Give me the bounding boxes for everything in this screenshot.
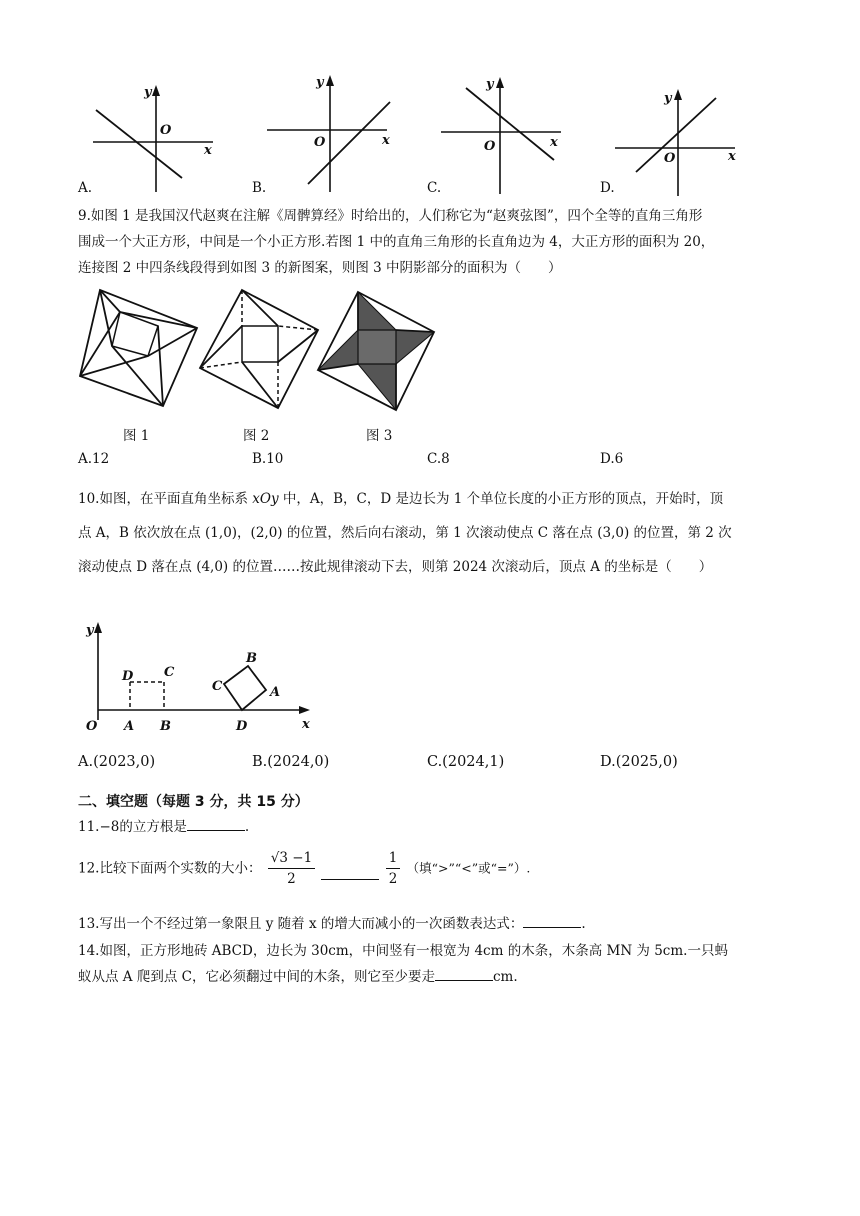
origin-label: O — [86, 719, 98, 734]
q10-figure — [84, 618, 324, 738]
q14-line-1: 14.如图，正方形地砖 ABCD，边长为 30cm，中间竖有一根宽为 4cm 的木条，木条高 MN 为 5cm.一只蚂 — [78, 943, 728, 959]
rolled-b-label: B — [246, 651, 257, 666]
origin-label: O — [484, 139, 496, 154]
x-axis-label: x — [204, 143, 212, 158]
q9-question — [78, 203, 790, 281]
y-axis-label: y — [486, 77, 494, 92]
q9-line-1: 9.如图 1 是我国汉代赵爽在注解《周髀算经》时给出的，人们称它为“赵爽弦图”，四个全等的直角三角形 — [78, 208, 703, 224]
origin-label: O — [664, 151, 676, 166]
rolled-c-label: C — [212, 679, 223, 694]
q10-line-2: 点 A，B 依次放在点 (1,0)，(2,0) 的位置，然后向右滚动，第 1 次滚动使点 C 落在点 (3,0) 的位置，第 2 次 — [78, 525, 732, 541]
q9-figure-1 — [80, 290, 200, 410]
x-axis-label: x — [302, 717, 310, 732]
q14 — [78, 938, 790, 990]
q9-caption-3: 图 3 — [366, 428, 393, 444]
y-axis-label: y — [144, 85, 152, 100]
q12: 12.比较下面两个实数的大小： $\frac{√3 -1}{2}$ $\frac{1}{2}$ （填“>”“<”或“=”）. — [78, 850, 531, 887]
point-c-label: C — [164, 665, 175, 680]
y-axis-label: y — [316, 75, 324, 90]
point-d-label: D — [122, 669, 134, 684]
q8-graph-d — [612, 86, 742, 196]
q10-line-3: 滚动使点 D 落在点 (4,0) 的位置……按此规律滚动下去，则第 2024 次滚动后，顶点 A 的坐标是（ ） — [78, 559, 713, 575]
point-a-label: A — [124, 719, 135, 734]
q8-option-a[interactable]: A. — [78, 180, 93, 196]
y-axis-label: y — [664, 91, 672, 106]
q13-blank[interactable] — [523, 913, 581, 928]
origin-label: O — [314, 135, 326, 150]
rolled-d-label: D — [236, 719, 248, 734]
q14-line-2: 蚁从点 A 爬到点 C，它必须翻过中间的木条，则它至少要走 cm. — [78, 964, 790, 990]
q12-blank[interactable] — [321, 865, 379, 880]
y-axis-label: y — [86, 623, 94, 638]
section-title: 二、填空题（每题 3 分，共 15 分） — [78, 794, 309, 810]
q9-line-3: 连接图 2 中四条线段得到如图 3 的新图案，则图 3 中阴影部分的面积为（ ） — [78, 260, 562, 276]
q12-fraction-2: $\frac{1}{2}$ — [386, 848, 401, 889]
q8-graph-a — [88, 82, 218, 192]
q10-option-b[interactable]: B.(2024,0) — [252, 754, 330, 770]
q10-question — [78, 482, 790, 584]
q8-option-d[interactable]: D. — [600, 180, 615, 196]
q11: 11.−8的立方根是 . — [78, 814, 249, 840]
q14-blank[interactable] — [435, 966, 493, 981]
q13: 13.写出一个不经过第一象限且 y 随着 x 的增大而减小的一次函数表达式： . — [78, 911, 586, 937]
q9-option-b[interactable]: B.10 — [252, 451, 284, 467]
q9-option-d[interactable]: D.6 — [600, 451, 624, 467]
q9-figure-2 — [200, 290, 320, 410]
q11-blank[interactable] — [187, 816, 245, 831]
q9-line-2: 围成一个大正方形，中间是一个小正方形.若图 1 中的直角三角形的长直角边为 4，大正方形的面积为 20， — [78, 234, 715, 250]
q9-caption-2: 图 2 — [243, 428, 270, 444]
q10-option-a[interactable]: A.(2023,0) — [78, 754, 156, 770]
q9-figure-3 — [318, 292, 438, 412]
point-b-label: B — [160, 719, 171, 734]
x-axis-label: x — [550, 135, 558, 150]
q10-option-d[interactable]: D.(2025,0) — [600, 754, 678, 770]
q9-option-c[interactable]: C.8 — [427, 451, 450, 467]
rolled-a-label: A — [270, 685, 281, 700]
q10-line-1: 10.如图，在平面直角坐标系 xOy 中，A，B，C，D 是边长为 1 个单位长度的小正方形的顶点，开始时，顶 — [78, 491, 724, 507]
q8-option-b[interactable]: B. — [252, 180, 267, 196]
x-axis-label: x — [382, 133, 390, 148]
q9-option-a[interactable]: A.12 — [78, 451, 110, 467]
q12-fraction-1: $\frac{√3 -1}{2}$ — [268, 848, 315, 889]
x-axis-label: x — [728, 149, 736, 164]
q8-graph-c — [438, 74, 568, 194]
q10-option-c[interactable]: C.(2024,1) — [427, 754, 505, 770]
q9-caption-1: 图 1 — [123, 428, 150, 444]
origin-label: O — [160, 123, 172, 138]
q8-graph-b — [262, 72, 392, 192]
q8-option-c[interactable]: C. — [427, 180, 442, 196]
